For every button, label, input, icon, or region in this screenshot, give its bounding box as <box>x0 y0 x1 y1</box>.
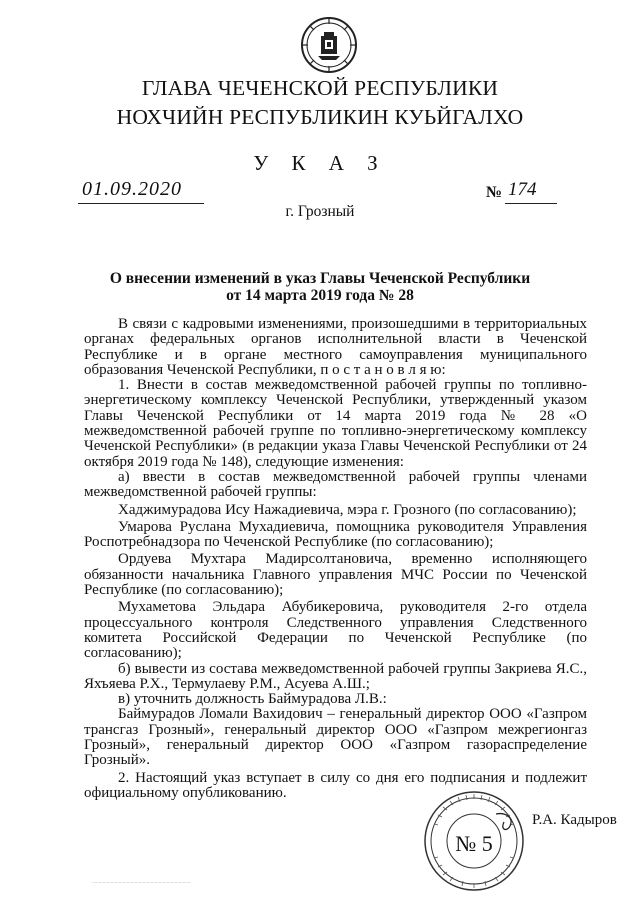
member-item: Хаджимурадова Ису Нажадиевича, мэра г. Грозного (по согласованию); <box>118 501 577 518</box>
stamp-number: № 5 <box>455 831 493 856</box>
clause-1a: а) ввести в состав межведомственной рабочей группы членами межведомственной рабочей группы: <box>84 468 587 501</box>
clause-1b: б) вывести из состава межведомственной рабочей группы Закриева Я.С., Яхъяева Р.Х., Термулаеву Р.М., Асуева А.Ш.; <box>84 660 587 692</box>
issuing-city: г. Грозный <box>285 203 355 220</box>
coat-of-arms-emblem <box>300 16 358 74</box>
preamble-paragraph: В связи с кадровыми изменениями, произошедшими в территориальных органах федеральных органов исполнительной власти в Чеченской Республике и в органе местного самоуправления муниципального образования Чеченской Республики, п о с т а н о в л я ю: <box>84 316 587 378</box>
document-number: 174 <box>508 179 537 200</box>
clause-1c: в) уточнить должность Баймурадова Л.В.: <box>118 691 387 708</box>
document-type: У К А З <box>253 151 387 175</box>
member-item: Умарова Руслана Мухадиевича, помощника руководителя Управления Роспотребнадзора по Чеченской Республике (по согласованию); <box>84 518 587 551</box>
official-stamp <box>410 790 538 892</box>
issuer-title-chechen: НОХЧИЙН РЕСПУБЛИКИН КУЬЙГАЛХО <box>116 105 524 129</box>
member-item: Ордуева Мухтара Мадирсолтановича, временно исполняющего обязанности начальника Главного управления МЧС России по Чеченской Республике (по согласованию); <box>84 551 587 599</box>
issuer-title-russian: ГЛАВА ЧЕЧЕНСКОЙ РЕСПУБЛИКИ <box>141 76 499 100</box>
clause-1: 1. Внести в состав межведомственной рабочей группы по топливно-энергетическому комплексу Чеченской Республики, утвержденный указом Главы Чеченской Республики от 14 марта 2019 года № 28 «О межведомственной рабочей группе по топливно-энергетическому комплексу Чеченской Республики» (в редакции указа Главы Чеченской Республики от 24 октября 2019 года № 148), следующие изменения: <box>84 377 587 470</box>
title-line-2: от 14 марта 2019 года № 28 <box>226 287 414 304</box>
member-item: Мухаметова Эльдара Абубикеровича, руководителя 2-го отдела процессуального контроля Следственного управления Следственного комитета Российской Федерации по Чеченской Республике (по согласованию); <box>84 599 587 662</box>
document-title <box>0 270 640 304</box>
document-body <box>84 317 587 801</box>
clause-2: 2. Настоящий указ вступает в силу со дня его подписания и подлежит официальному опубликованию. <box>84 769 587 801</box>
title-line-1: О внесении изменений в указ Главы Чеченской Республики <box>109 270 531 287</box>
footer-print-mark: ·········································································· <box>92 880 191 885</box>
number-label: № <box>486 184 503 201</box>
signatory-name: Р.А. Кадыров <box>532 812 617 828</box>
document-date: 01.09.2020 <box>82 178 182 200</box>
position-clarification: Баймурадов Ломали Вахидович – генеральный директор ООО «Газпром трансгаз Грозный», генеральный директор ООО «Газпром межрегионгаз Грозный», генеральный директор ООО «Газпром газораспределение Грозный». <box>84 706 587 769</box>
